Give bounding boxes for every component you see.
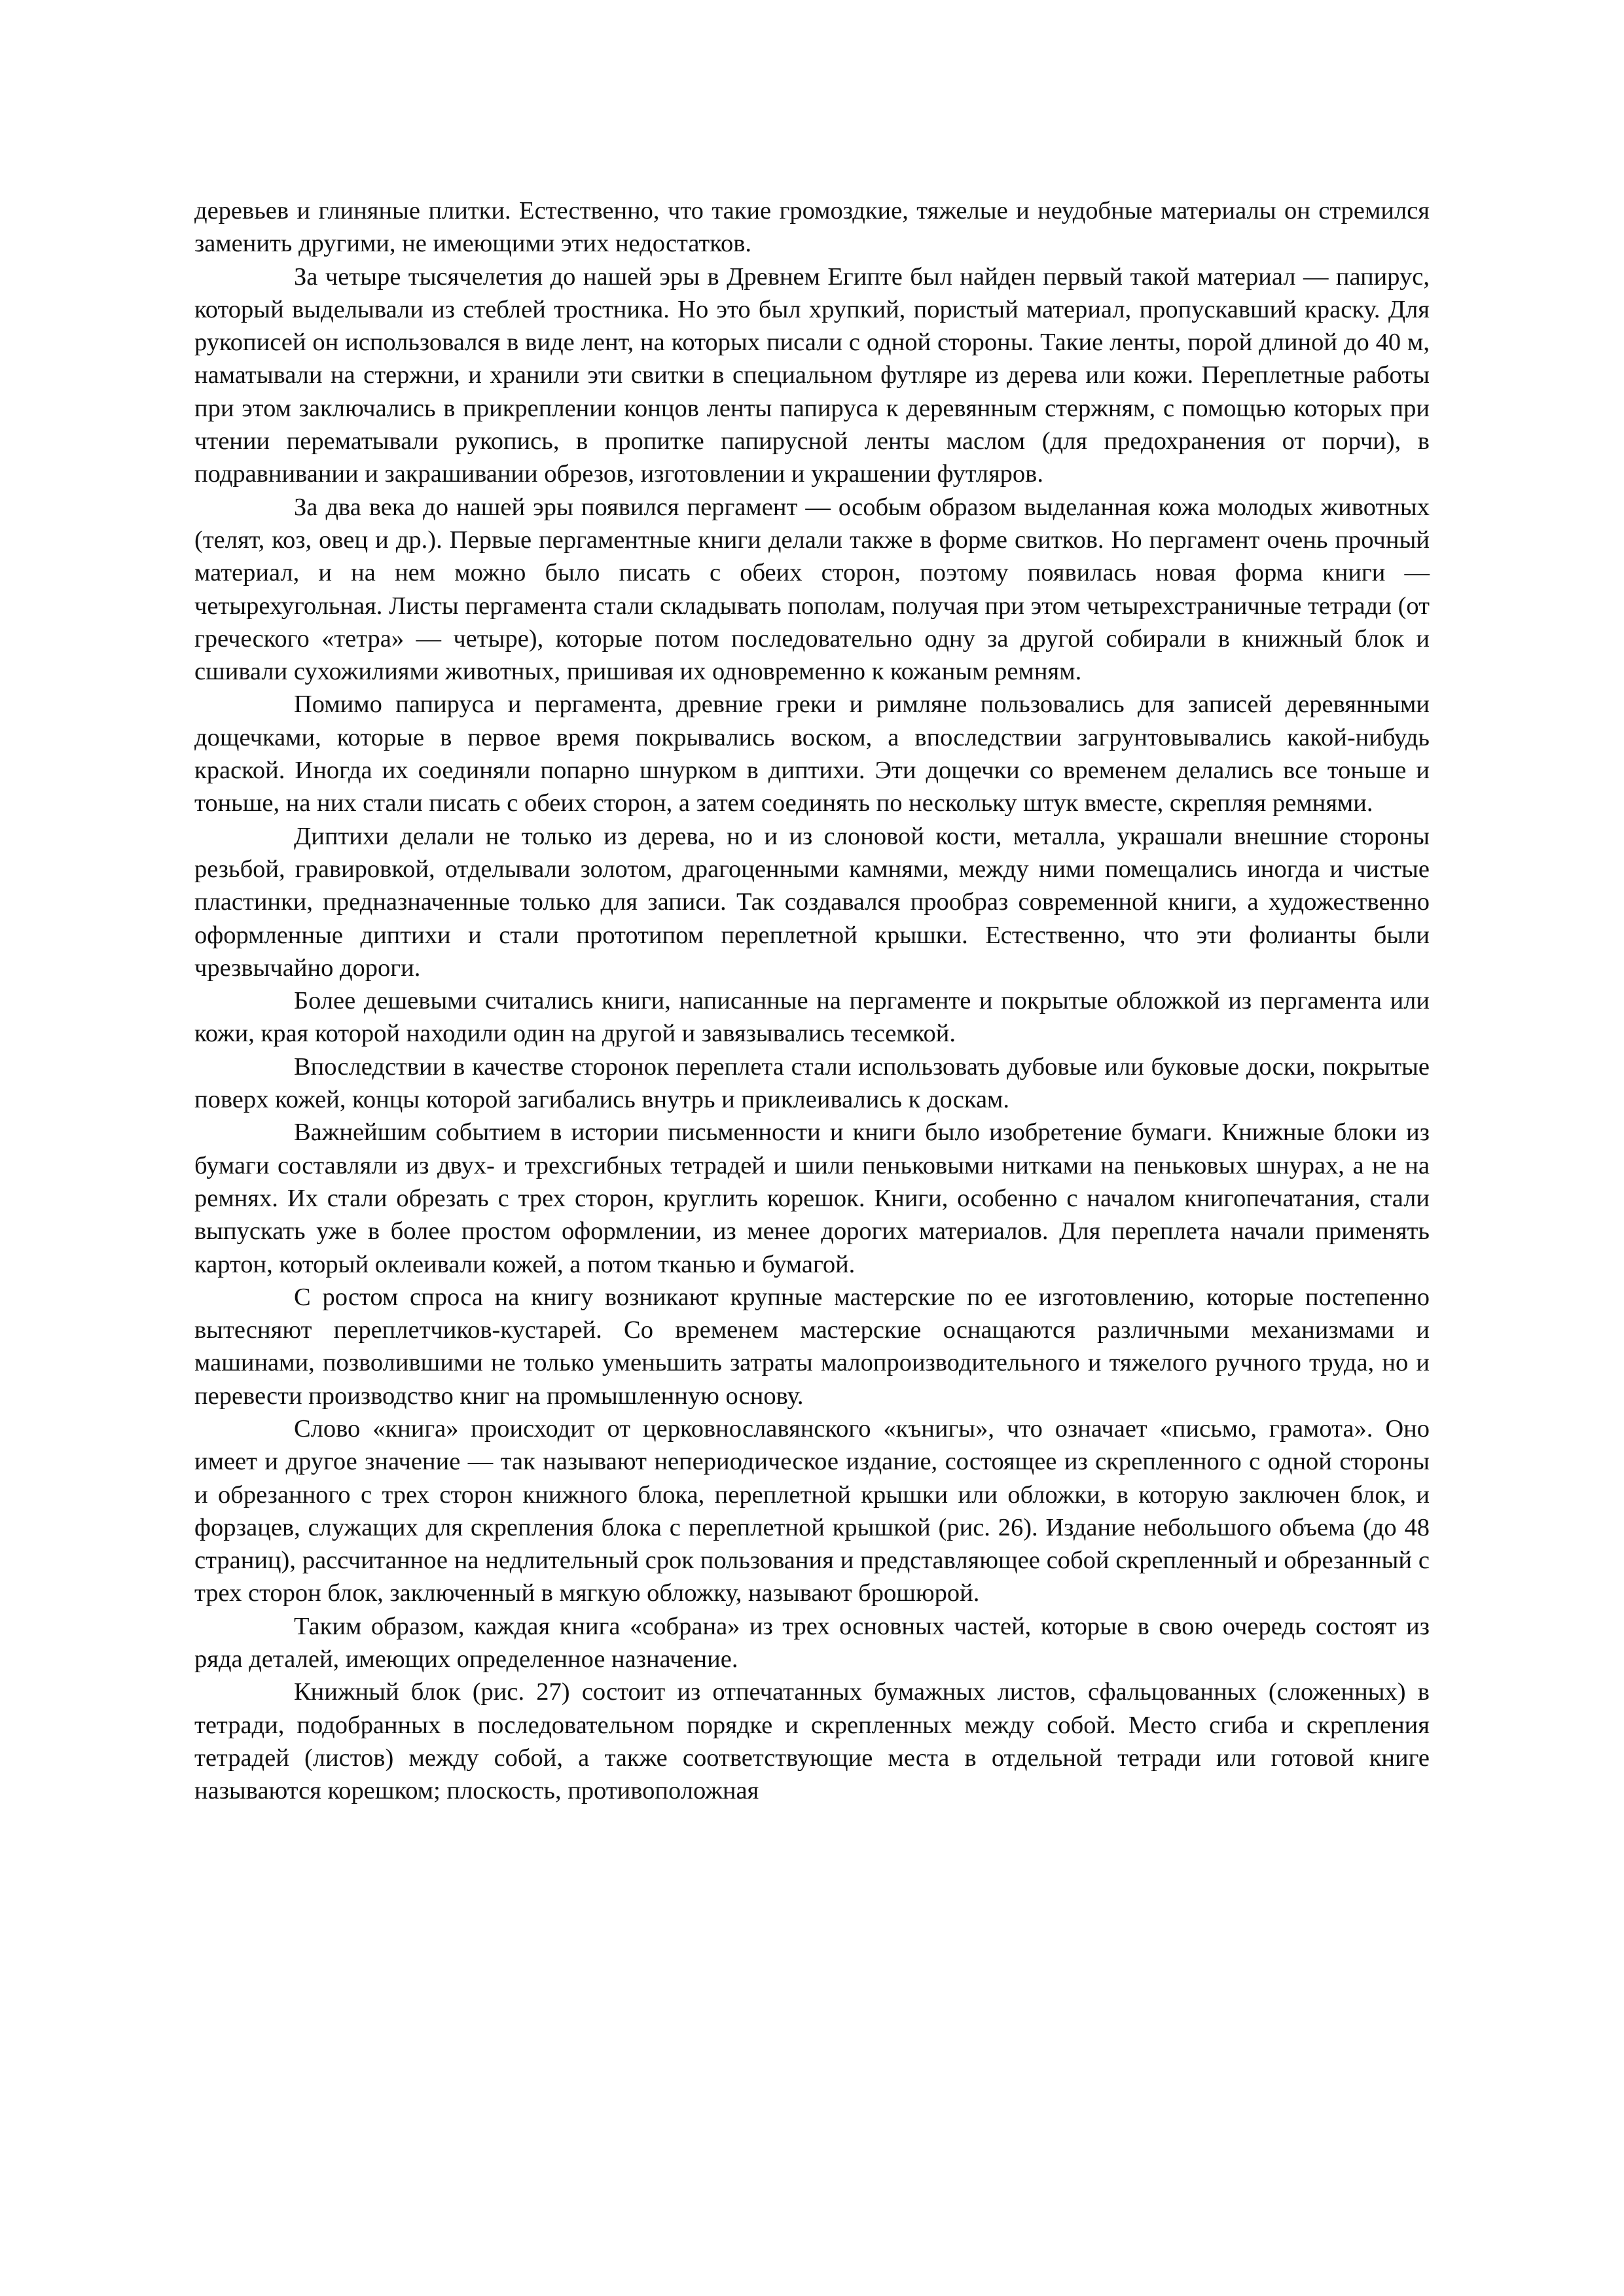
- document-page: [194, 194, 1430, 1808]
- paragraph-oak-boards: Впоследствии в качестве сторонок переплета стали использовать дубовые или буковые доски, покрытые поверх кожей, концы которой загибались внутрь и приклеивались к доскам.: [194, 1052, 1430, 1114]
- paragraph-three-parts: Таким образом, каждая книга «собрана» из трех основных частей, которые в свою очередь состоят из ряда деталей, имеющих определенное назначение.: [194, 1612, 1430, 1674]
- paragraph-paper-invention: Важнейшим событием в истории письменности и книги было изобретение бумаги. Книжные блоки из бумаги составляли из двух- и трехсгибных тетрадей и шили пеньковыми нитками на пеньковых шнурах, а не на ремнях. Их стали обрезать с трех сторон, круглить корешок. Книги, особенно с началом книгопечатания, стали выпускать уже в более простом оформлении, из менее дорогих материалов. Для переплета начали применять картон, который оклеивали кожей, а потом тканью и бумагой.: [194, 1119, 1430, 1278]
- paragraph-papyrus: За четыре тысячелетия до нашей эры в Древнем Египте был найден первый такой материал — папирус, который выделывали из стеблей тростника. Но это был хрупкий, пористый материал, пропускавший краску. Для рукописей он использовался в виде лент, на которых писали с одной стороны. Такие ленты, порой длиной до 40 м, наматывали на стержни, и хранили эти свитки в специальном футляре из дерева или кожи. Переплетные работы при этом заключались в прикреплении концов ленты папируса к деревянным стержням, с помощью которых при чтении перематывали рукопись, в пропитке папирусной ленты маслом (для предохранения от порчи), в подравнивании и закрашивании обрезов, изготовлении и украшении футляров.: [194, 262, 1430, 488]
- paragraph-parchment: За два века до нашей эры появился пергамент — особым образом выделанная кожа молодых животных (телят, коз, овец и др.). Первые пергаментные книги делали также в форме свитков. Но пергамент очень прочный материал, и на нем можно было писать с обеих сторон, поэтому появилась новая форма книги — четырехугольная. Листы пергамента стали складывать пополам, получая при этом четырехстраничные тетради (от греческого «тетра» — четыре), которые потом последовательно одну за другой собирали в книжный блок и сшивали сухожилиями животных, пришивая их одновременно к кожаным ремням.: [194, 493, 1430, 686]
- paragraph-wooden-tablets: Помимо папируса и пергамента, древние греки и римляне пользовались для записей деревянными дощечками, которые в первое время покрывались воском, а впоследствии загрунтовывались какой-нибудь краской. Иногда их соединяли попарно шнурком в диптихи. Эти дощечки со временем делались все тоньше и тоньше, на них стали писать с обеих сторон, а затем соединять по нескольку штук вместе, скрепляя ремнями.: [194, 691, 1430, 817]
- paragraph-workshops: С ростом спроса на книгу возникают крупные мастерские по ее изготовлению, которые постепенно вытесняют переплетчиков-кустарей. Со временем мастерские оснащаются различными механизмами и машинами, позволившими не только уменьшить затраты малопроизводительного и тяжелого ручного труда, но и перевести производство книг на промышленную основу.: [194, 1283, 1430, 1410]
- paragraph-diptychs: Диптихи делали не только из дерева, но и из слоновой кости, металла, украшали внешние стороны резьбой, гравировкой, отделывали золотом, драгоценными камнями, между ними помещались иногда и чистые пластинки, предназначенные только для записи. Так создавался прообраз современной книги, а художественно оформленные диптихи и стали прототипом переплетной крышки. Естественно, что эти фолианты были чрезвычайно дороги.: [194, 822, 1430, 982]
- paragraph-continuation: деревьев и глиняные плитки. Естественно, что такие громоздкие, тяжелые и неудобные материалы он стремился заменить другими, не имеющими этих недостатков.: [194, 197, 1430, 258]
- paragraph-word-book: Слово «книга» происходит от церковнославянского «кънигы», что означает «письмо, грамота». Оно имеет и другое значение — так называют непериодическое издание, состоящее из скрепленного с одной стороны и обрезанного с трех сторон книжного блока, переплетной крышки или обложки, в которую заключен блок, и форзацев, служащих для скрепления блока с переплетной крышкой (рис. 26). Издание небольшого объема (до 48 страниц), рассчитанное на недлительный срок пользования и представляющее собой скрепленный и обрезанный с трех сторон блок, заключенный в мягкую обложку, называют брошюрой.: [194, 1414, 1430, 1607]
- paragraph-cheaper-books: Более дешевыми считались книги, написанные на пергаменте и покрытые обложкой из пергамента или кожи, края которой находили один на другой и завязывались тесемкой.: [194, 987, 1430, 1048]
- paragraph-book-block: Книжный блок (рис. 27) состоит из отпечатанных бумажных листов, сфальцованных (сложенных) в тетради, подобранных в последовательном порядке и скрепленных между собой. Место сгиба и скрепления тетрадей (листов) между собой, а также соответствующие места в отдельной тетради или готовой книге называются корешком; плоскость, противоположная: [194, 1678, 1430, 1805]
